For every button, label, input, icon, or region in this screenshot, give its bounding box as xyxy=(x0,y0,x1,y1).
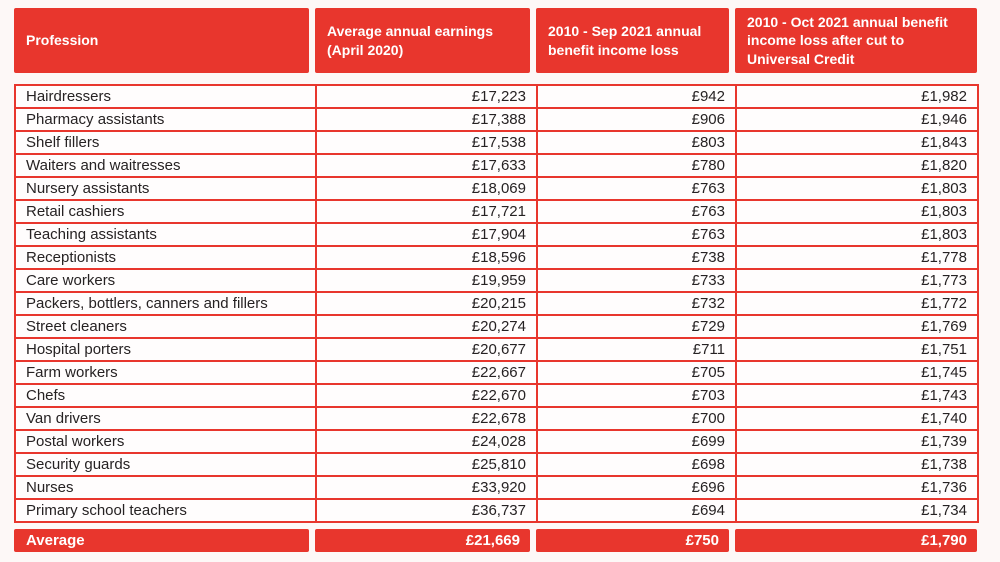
value-cell: £711 xyxy=(537,338,736,361)
value-cell: £22,667 xyxy=(316,361,537,384)
column-header-average-earnings: Average annual earnings (April 2020) xyxy=(315,8,530,73)
value-cell: £906 xyxy=(537,108,736,131)
value-cell: £700 xyxy=(537,407,736,430)
table-footer-row xyxy=(14,529,977,552)
value-cell: £703 xyxy=(537,384,736,407)
value-cell: £17,223 xyxy=(316,85,537,108)
value-cell: £22,670 xyxy=(316,384,537,407)
column-header-sep-2021-loss: 2010 - Sep 2021 annual benefit income loss xyxy=(536,8,729,73)
table-row xyxy=(15,200,978,223)
value-cell: £1,772 xyxy=(736,292,978,315)
value-cell: £1,738 xyxy=(736,453,978,476)
table-body-rows xyxy=(15,85,978,522)
footer-oct-2021-loss: £1,790 xyxy=(735,529,977,552)
table-body xyxy=(14,84,979,523)
value-cell: £18,596 xyxy=(316,246,537,269)
value-cell: £1,820 xyxy=(736,154,978,177)
value-cell: £1,751 xyxy=(736,338,978,361)
profession-cell: Chefs xyxy=(15,384,316,407)
footer-label: Average xyxy=(14,529,309,552)
table-row xyxy=(15,131,978,154)
value-cell: £694 xyxy=(537,499,736,522)
profession-cell: Farm workers xyxy=(15,361,316,384)
value-cell: £763 xyxy=(537,177,736,200)
value-cell: £1,736 xyxy=(736,476,978,499)
value-cell: £1,740 xyxy=(736,407,978,430)
table-row xyxy=(15,292,978,315)
table-row xyxy=(15,177,978,200)
value-cell: £732 xyxy=(537,292,736,315)
profession-cell: Postal workers xyxy=(15,430,316,453)
profession-cell: Packers, bottlers, canners and fillers xyxy=(15,292,316,315)
table-row xyxy=(15,108,978,131)
value-cell: £698 xyxy=(537,453,736,476)
column-header-oct-2021-loss: 2010 - Oct 2021 annual benefit income loss after cut to Universal Credit xyxy=(735,8,977,73)
value-cell: £20,274 xyxy=(316,315,537,338)
value-cell: £17,538 xyxy=(316,131,537,154)
value-cell: £1,982 xyxy=(736,85,978,108)
value-cell: £20,215 xyxy=(316,292,537,315)
value-cell: £1,743 xyxy=(736,384,978,407)
footer-sep-2021-loss: £750 xyxy=(536,529,729,552)
value-cell: £733 xyxy=(537,269,736,292)
table-row xyxy=(15,223,978,246)
value-cell: £942 xyxy=(537,85,736,108)
value-cell: £1,739 xyxy=(736,430,978,453)
table-header-row xyxy=(14,8,977,73)
profession-cell: Receptionists xyxy=(15,246,316,269)
table-row xyxy=(15,154,978,177)
profession-cell: Shelf fillers xyxy=(15,131,316,154)
value-cell: £803 xyxy=(537,131,736,154)
value-cell: £738 xyxy=(537,246,736,269)
value-cell: £1,803 xyxy=(736,200,978,223)
value-cell: £33,920 xyxy=(316,476,537,499)
profession-cell: Security guards xyxy=(15,453,316,476)
table-row xyxy=(15,430,978,453)
value-cell: £1,734 xyxy=(736,499,978,522)
table-row xyxy=(15,338,978,361)
value-cell: £729 xyxy=(537,315,736,338)
value-cell: £1,946 xyxy=(736,108,978,131)
table-row xyxy=(15,246,978,269)
value-cell: £19,959 xyxy=(316,269,537,292)
profession-cell: Care workers xyxy=(15,269,316,292)
footer-average-earnings: £21,669 xyxy=(315,529,530,552)
value-cell: £36,737 xyxy=(316,499,537,522)
value-cell: £1,773 xyxy=(736,269,978,292)
profession-cell: Waiters and waitresses xyxy=(15,154,316,177)
profession-cell: Street cleaners xyxy=(15,315,316,338)
profession-cell: Retail cashiers xyxy=(15,200,316,223)
value-cell: £763 xyxy=(537,200,736,223)
table-row xyxy=(15,499,978,522)
value-cell: £1,803 xyxy=(736,177,978,200)
table-row xyxy=(15,407,978,430)
value-cell: £1,745 xyxy=(736,361,978,384)
table-row xyxy=(15,269,978,292)
table-row xyxy=(15,384,978,407)
value-cell: £18,069 xyxy=(316,177,537,200)
table-row xyxy=(15,85,978,108)
value-cell: £1,803 xyxy=(736,223,978,246)
column-header-profession: Profession xyxy=(14,8,309,73)
profession-cell: Van drivers xyxy=(15,407,316,430)
value-cell: £22,678 xyxy=(316,407,537,430)
value-cell: £1,843 xyxy=(736,131,978,154)
value-cell: £696 xyxy=(537,476,736,499)
value-cell: £1,769 xyxy=(736,315,978,338)
value-cell: £20,677 xyxy=(316,338,537,361)
profession-cell: Primary school teachers xyxy=(15,499,316,522)
value-cell: £25,810 xyxy=(316,453,537,476)
value-cell: £780 xyxy=(537,154,736,177)
value-cell: £24,028 xyxy=(316,430,537,453)
value-cell: £17,388 xyxy=(316,108,537,131)
table-row xyxy=(15,476,978,499)
value-cell: £1,778 xyxy=(736,246,978,269)
table-row xyxy=(15,315,978,338)
profession-cell: Nurses xyxy=(15,476,316,499)
value-cell: £17,633 xyxy=(316,154,537,177)
value-cell: £705 xyxy=(537,361,736,384)
profession-cell: Teaching assistants xyxy=(15,223,316,246)
profession-cell: Nursery assistants xyxy=(15,177,316,200)
profession-cell: Hairdressers xyxy=(15,85,316,108)
profession-cell: Hospital porters xyxy=(15,338,316,361)
value-cell: £763 xyxy=(537,223,736,246)
value-cell: £699 xyxy=(537,430,736,453)
profession-cell: Pharmacy assistants xyxy=(15,108,316,131)
table-row xyxy=(15,453,978,476)
value-cell: £17,721 xyxy=(316,200,537,223)
value-cell: £17,904 xyxy=(316,223,537,246)
table-row xyxy=(15,361,978,384)
